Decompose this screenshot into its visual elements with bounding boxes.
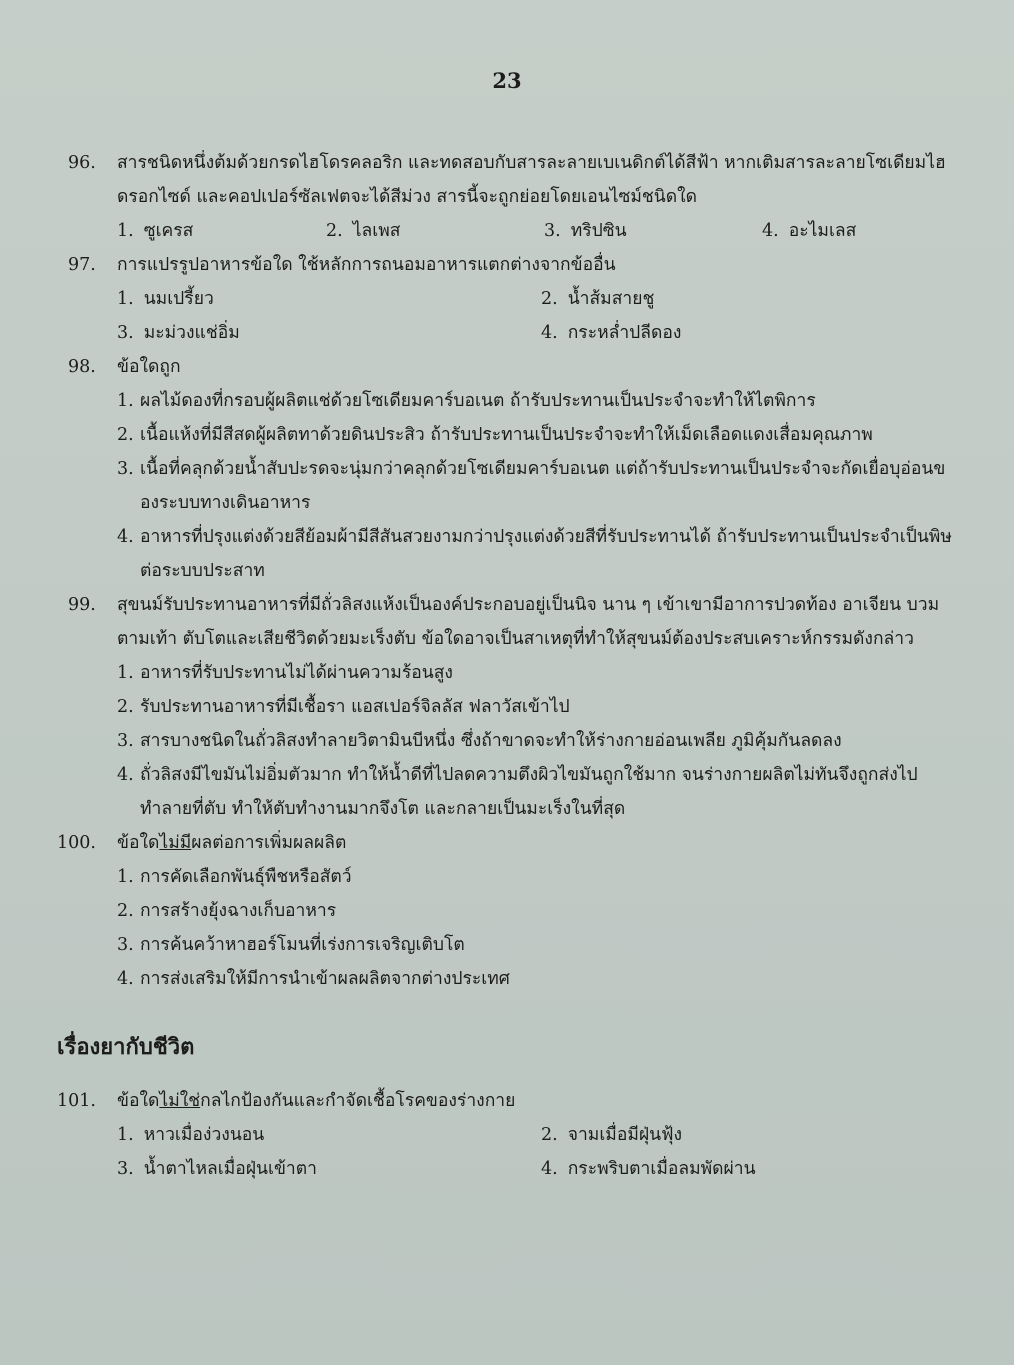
option-1: 1. อาหารที่รับประทานไม่ได้ผ่านความร้อนสูง xyxy=(117,663,453,683)
page-number: 23 xyxy=(492,68,522,93)
question-101 xyxy=(57,1084,953,1118)
option-3: 3. สารบางชนิดในถั่วลิสงทำลายวิตามินบีหนึ่ง ซึ่งถ้าขาดจะทำให้ร่างกายอ่อนเพลีย ภูมิคุ้มกันลดลง xyxy=(117,731,842,751)
question-number: 101. xyxy=(57,1091,96,1111)
option-3: 3. ทริปซิน xyxy=(544,221,627,241)
option-4: 4. อาหารที่ปรุงแต่งด้วยสีย้อมผ้ามีสีสันสวยงามกว่าปรุงแต่งด้วยสีที่รับประทานได้ ถ้ารับประทานเป็นประจำเป็นพิษต่อระบบประสาท xyxy=(117,527,952,581)
option-1: 1. การคัดเลือกพันธุ์พืชหรือสัตว์ xyxy=(117,867,352,887)
option-4: 4. กระหล่ำปลีดอง xyxy=(541,323,682,343)
option-1: 1. นมเปรี้ยว xyxy=(117,289,214,309)
option-4: 4. ถั่วลิสงมีไขมันไม่อิ่มตัวมาก ทำให้น้ำดีที่ไปลดความตึงผิวไขมันถูกใช้มาก จนร่างกายผลิตไม่ทันจึงถูกส่งไปทำลายที่ตับ ทำให้ตับทำงานมากจึงโต และกลายเป็นมะเร็งในที่สุด xyxy=(117,765,918,819)
option-2: 2. ไลเพส xyxy=(326,221,401,241)
question-96-options xyxy=(68,214,953,248)
question-98 xyxy=(68,350,953,384)
question-number: 98. xyxy=(68,357,96,377)
question-text: สารชนิดหนึ่งต้มด้วยกรดไฮโดรคลอริก และทดสอบกับสารละลายเบเนดิกต์ได้สีฟ้า หากเติมสารละลายโซเดียมไฮดรอกไซด์ และคอปเปอร์ซัลเฟตจะได้สีม่วง สารนี้จะถูกย่อยโดยเอนไซม์ชนิดใด xyxy=(117,153,946,207)
option-3: 3. มะม่วงแช่อิ่ม xyxy=(117,323,240,343)
question-text: ข้อใดไม่มีผลต่อการเพิ่มผลผลิต xyxy=(117,833,347,853)
question-96 xyxy=(68,146,953,214)
question-97-options xyxy=(68,282,953,350)
question-text: ข้อใดถูก xyxy=(117,357,181,377)
option-2: 2. เนื้อแห้งที่มีสีสดผู้ผลิตทาด้วยดินประสิว ถ้ารับประทานเป็นประจำจะทำให้เม็ดเลือดแดงเสื่อมคุณภาพ xyxy=(117,425,873,445)
underlined-word: ไม่ใช่ xyxy=(159,1091,201,1111)
option-4: 4. อะไมเลส xyxy=(762,221,857,241)
page-content xyxy=(57,146,953,1186)
section-heading: เรื่องยากับชีวิต xyxy=(57,1034,195,1060)
option-4: 4. การส่งเสริมให้มีการนำเข้าผลผลิตจากต่างประเทศ xyxy=(117,969,510,989)
option-3: 3. น้ำตาไหลเมื่อฝุ่นเข้าตา xyxy=(117,1159,317,1179)
question-number: 96. xyxy=(68,153,96,173)
question-text: สุขนม์รับประทานอาหารที่มีถั่วลิสงแห้งเป็นองค์ประกอบอยู่เป็นนิจ นาน ๆ เข้าเขามีอาการปวดท้อง อาเจียน บวมตามเท้า ตับโตและเสียชีวิตด้วยมะเร็งตับ ข้อใดอาจเป็นสาเหตุที่ทำให้สุขนม์ต้องประสบเคราะห์กรรมดังกล่าว xyxy=(117,595,940,649)
option-3: 3. การค้นคว้าหาฮอร์โมนที่เร่งการเจริญเติบโต xyxy=(117,935,465,955)
option-2: 2. รับประทานอาหารที่มีเชื้อรา แอสเปอร์จิลลัส ฟลาวัสเข้าไป xyxy=(117,697,570,717)
option-2: 2. น้ำส้มสายชู xyxy=(541,289,655,309)
question-97 xyxy=(68,248,953,282)
underlined-word: ไม่มี xyxy=(159,833,192,853)
question-number: 99. xyxy=(68,595,96,615)
question-101-options xyxy=(68,1118,953,1186)
option-2: 2. จามเมื่อมีฝุ่นฟุ้ง xyxy=(541,1125,683,1145)
option-1: 1. หาวเมื่อง่วงนอน xyxy=(117,1125,265,1145)
question-99 xyxy=(68,588,953,656)
question-number: 100. xyxy=(57,833,96,853)
question-text: ข้อใดไม่ใช่กลไกป้องกันและกำจัดเชื้อโรคของร่างกาย xyxy=(117,1091,516,1111)
option-2: 2. การสร้างยุ้งฉางเก็บอาหาร xyxy=(117,901,337,921)
option-4: 4. กระพริบตาเมื่อลมพัดผ่าน xyxy=(541,1159,756,1179)
option-1: 1. ซูเครส xyxy=(117,221,194,241)
question-100 xyxy=(57,826,953,860)
option-1: 1. ผลไม้ดองที่กรอบผู้ผลิตแช่ด้วยโซเดียมคาร์บอเนต ถ้ารับประทานเป็นประจำจะทำให้ไตพิการ xyxy=(117,391,816,411)
question-text: การแปรรูปอาหารข้อใด ใช้หลักการถนอมอาหารแตกต่างจากข้ออื่น xyxy=(117,255,616,275)
option-3: 3. เนื้อที่คลุกด้วยน้ำสับปะรดจะนุ่มกว่าคลุกด้วยโซเดียมคาร์บอเนต แต่ถ้ารับประทานเป็นประจำจะกัดเยื่อบุอ่อนของระบบทางเดินอาหาร xyxy=(117,459,946,513)
question-number: 97. xyxy=(68,255,96,275)
